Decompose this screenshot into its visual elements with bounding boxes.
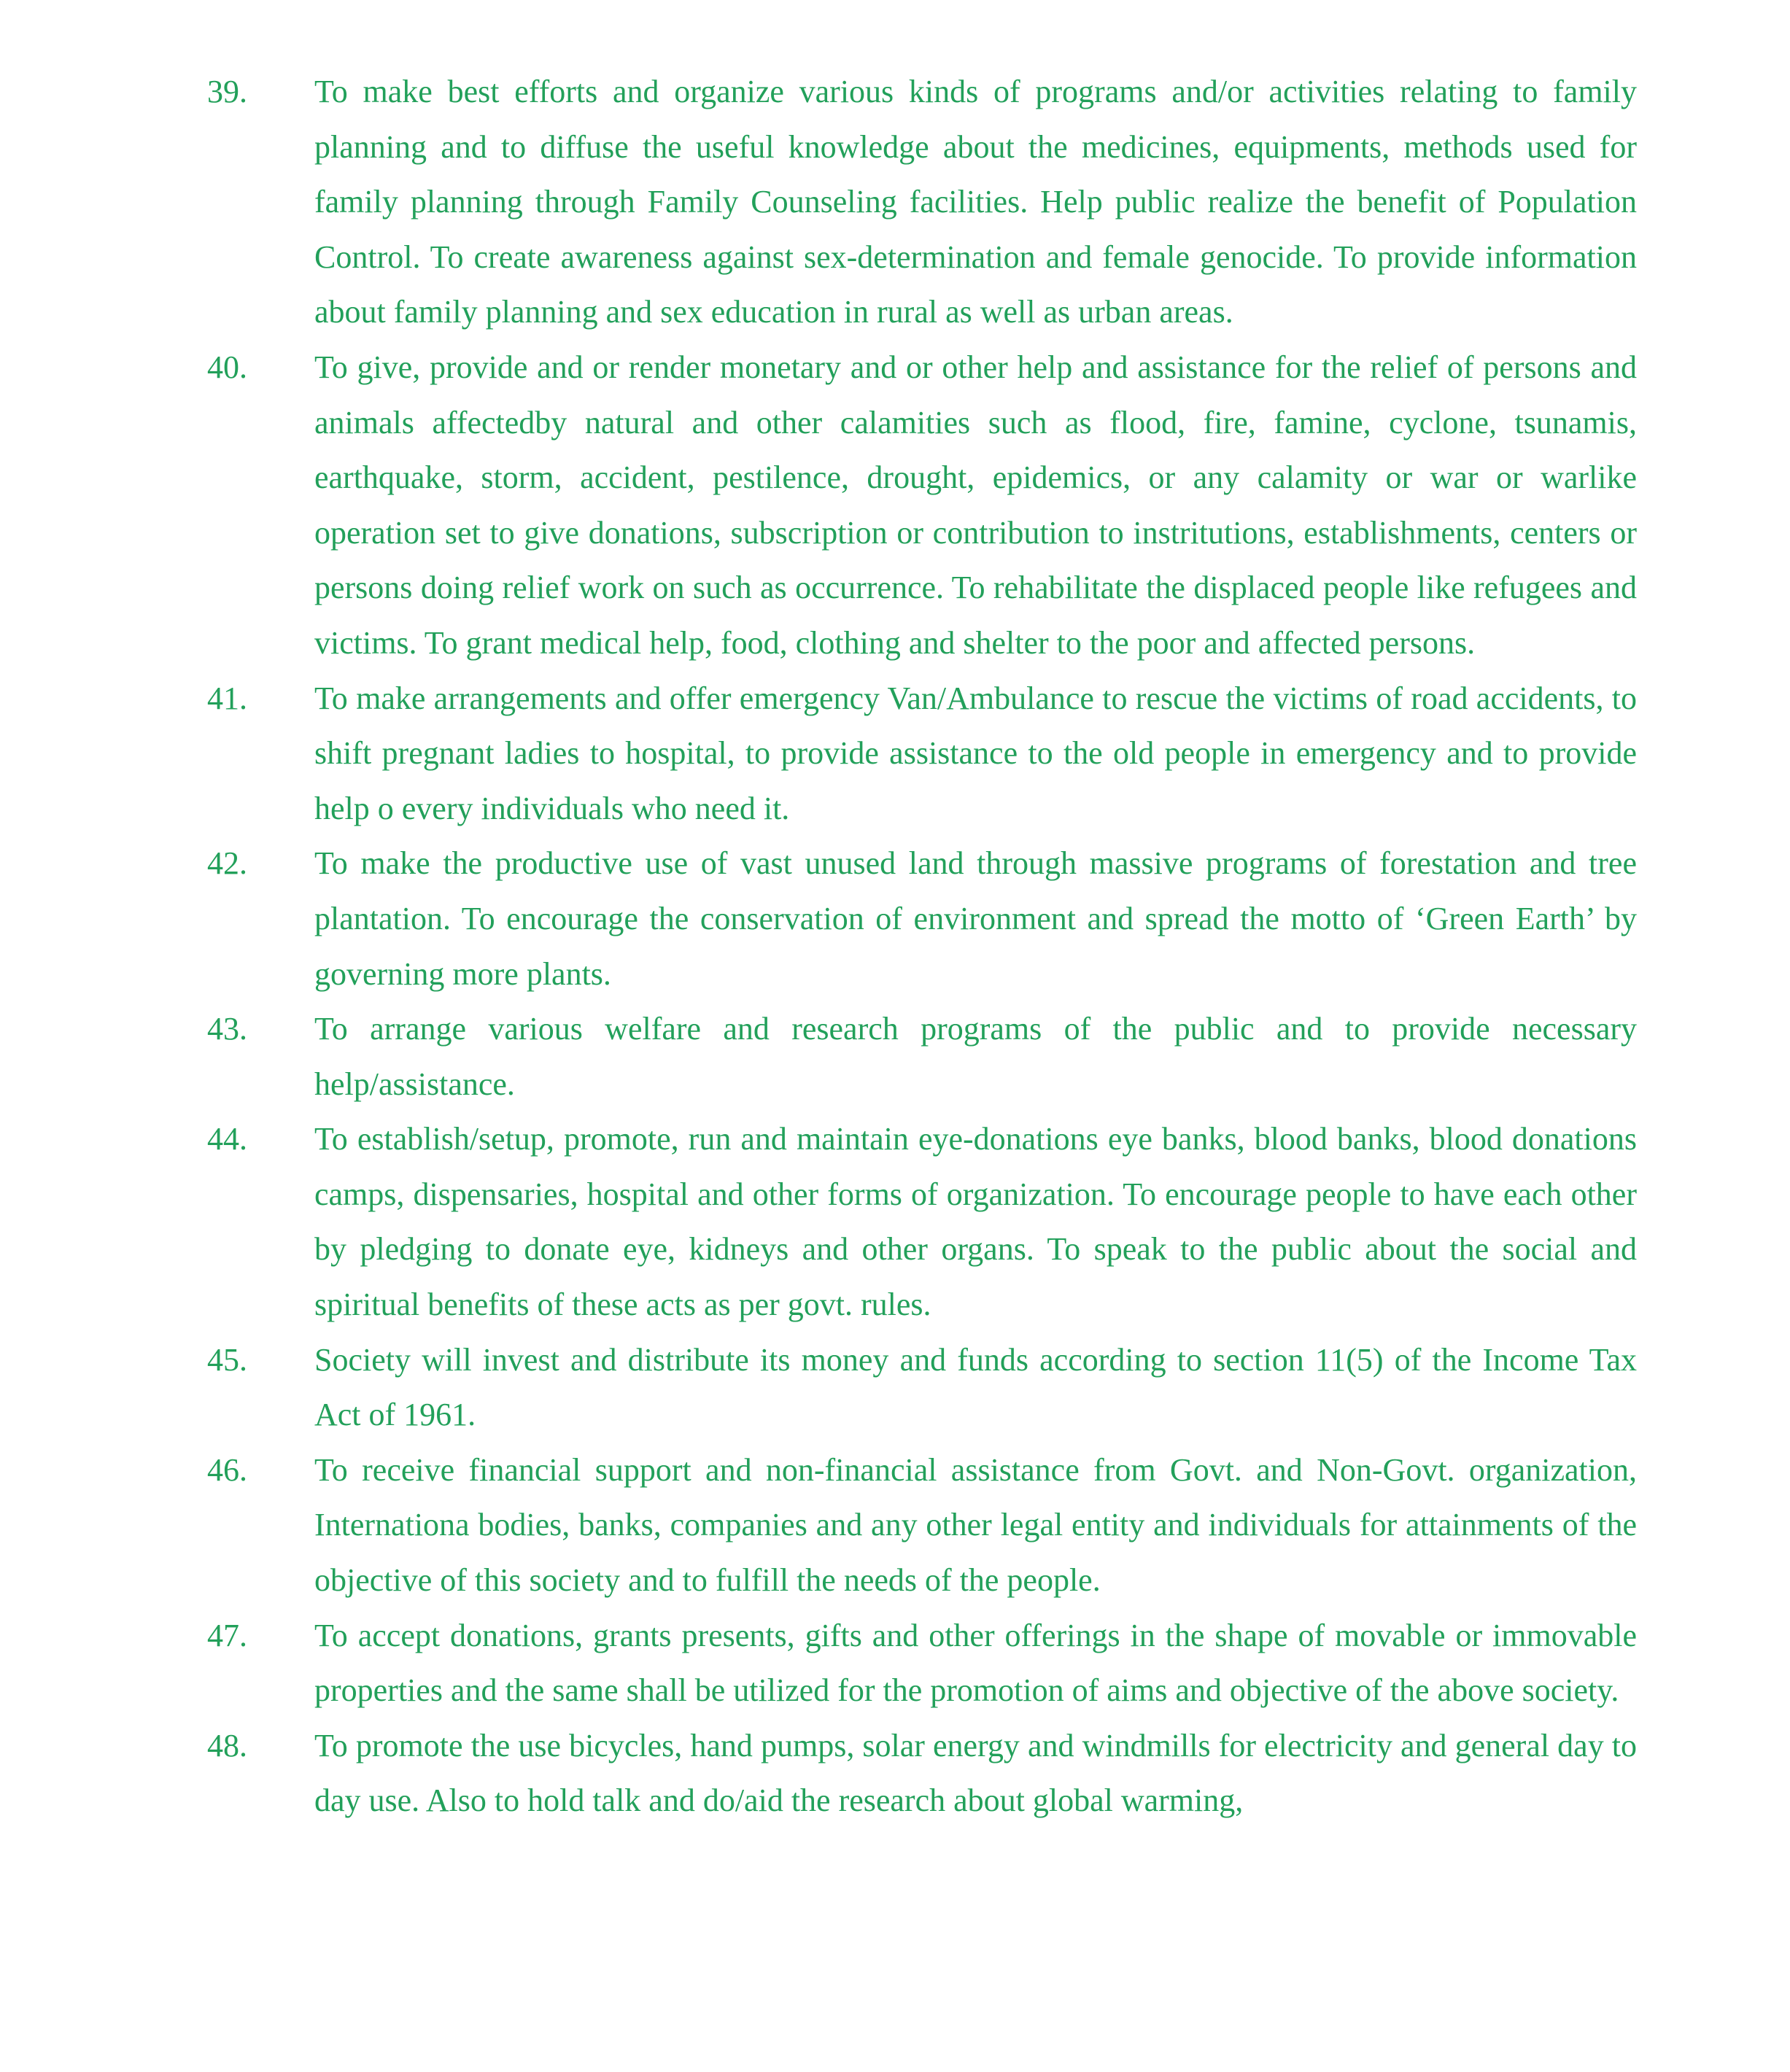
objectives-list: [207, 64, 1637, 1828]
item-number: 39.: [207, 74, 247, 109]
item-text: To arrange various welfare and research programs of the public and to provide necessary help/assistance.: [314, 1011, 1637, 1102]
list-item: [207, 1111, 1637, 1332]
item-text: To make best efforts and organize various kinds of programs and/or activities relating to family planning and to diffuse the useful knowledge about the medicines, equipments, methods used for family planning through Family Counseling facilities. Help public realize the benefit of Population Control. To create awareness against sex-determination and female genocide. To provide information about family planning and sex education in rural as well as urban areas.: [314, 74, 1637, 330]
item-text: To establish/setup, promote, run and maintain eye-donations eye banks, blood banks, blood donations camps, dispensaries, hospital and other forms of organization. To encourage people to have each other by pledging to donate eye, kidneys and other organs. To speak to the public about the social and spiritual benefits of these acts as per govt. rules.: [314, 1121, 1637, 1323]
list-item: [207, 1608, 1637, 1718]
item-number: 41.: [207, 680, 247, 716]
item-text: To make arrangements and offer emergency Van/Ambulance to rescue the victims of road accidents, to shift pregnant ladies to hospital, to provide assistance to the old people in emergency and to provide help o every individuals who need it.: [314, 680, 1637, 826]
list-item: [207, 64, 1637, 340]
item-text: To give, provide and or render monetary and or other help and assistance for the relief of persons and animals affectedby natural and other calamities such as flood, fire, famine, cyclone, tsunamis, earthquake, storm, accident, pestilence, drought, epidemics, or any calamity or war or warlike operation set to give donations, subscription or contribution to instritutions, establishments, centers or persons doing relief work on such as occurrence. To rehabilitate the displaced people like refugees and victims. To grant medical help, food, clothing and shelter to the poor and affected persons.: [314, 349, 1637, 661]
item-number: 48.: [207, 1727, 247, 1763]
item-text: To accept donations, grants presents, gifts and other offerings in the shape of movable or immovable properties and the same shall be utilized for the promotion of aims and objective of the above society.: [314, 1617, 1637, 1709]
list-item: [207, 1443, 1637, 1608]
list-item: [207, 340, 1637, 671]
item-text: To promote the use bicycles, hand pumps, solar energy and windmills for electricity and general day to day use. Also to hold talk and do/aid the research about global warming,: [314, 1727, 1637, 1819]
item-text: To receive financial support and non-financial assistance from Govt. and Non-Govt. organization, Internationa bodies, banks, companies and any other legal entity and individuals for attainments of the objective of this society and to fulfill the needs of the people.: [314, 1451, 1637, 1599]
list-item: [207, 671, 1637, 837]
item-number: 40.: [207, 349, 247, 385]
item-text: Society will invest and distribute its money and funds according to section 11(5) of the Income Tax Act of 1961.: [314, 1341, 1637, 1433]
list-item: [207, 1718, 1637, 1828]
list-item: [207, 1332, 1637, 1443]
item-text: To make the productive use of vast unused land through massive programs of forestation and tree plantation. To encourage the conservation of environment and spread the motto of ‘Green Earth’ by governing more plants.: [314, 845, 1637, 992]
item-number: 47.: [207, 1617, 247, 1653]
item-number: 46.: [207, 1451, 247, 1488]
list-item: [207, 836, 1637, 1001]
item-number: 44.: [207, 1121, 247, 1157]
list-item: [207, 1001, 1637, 1111]
item-number: 45.: [207, 1341, 247, 1378]
item-number: 42.: [207, 845, 247, 882]
item-number: 43.: [207, 1011, 247, 1047]
